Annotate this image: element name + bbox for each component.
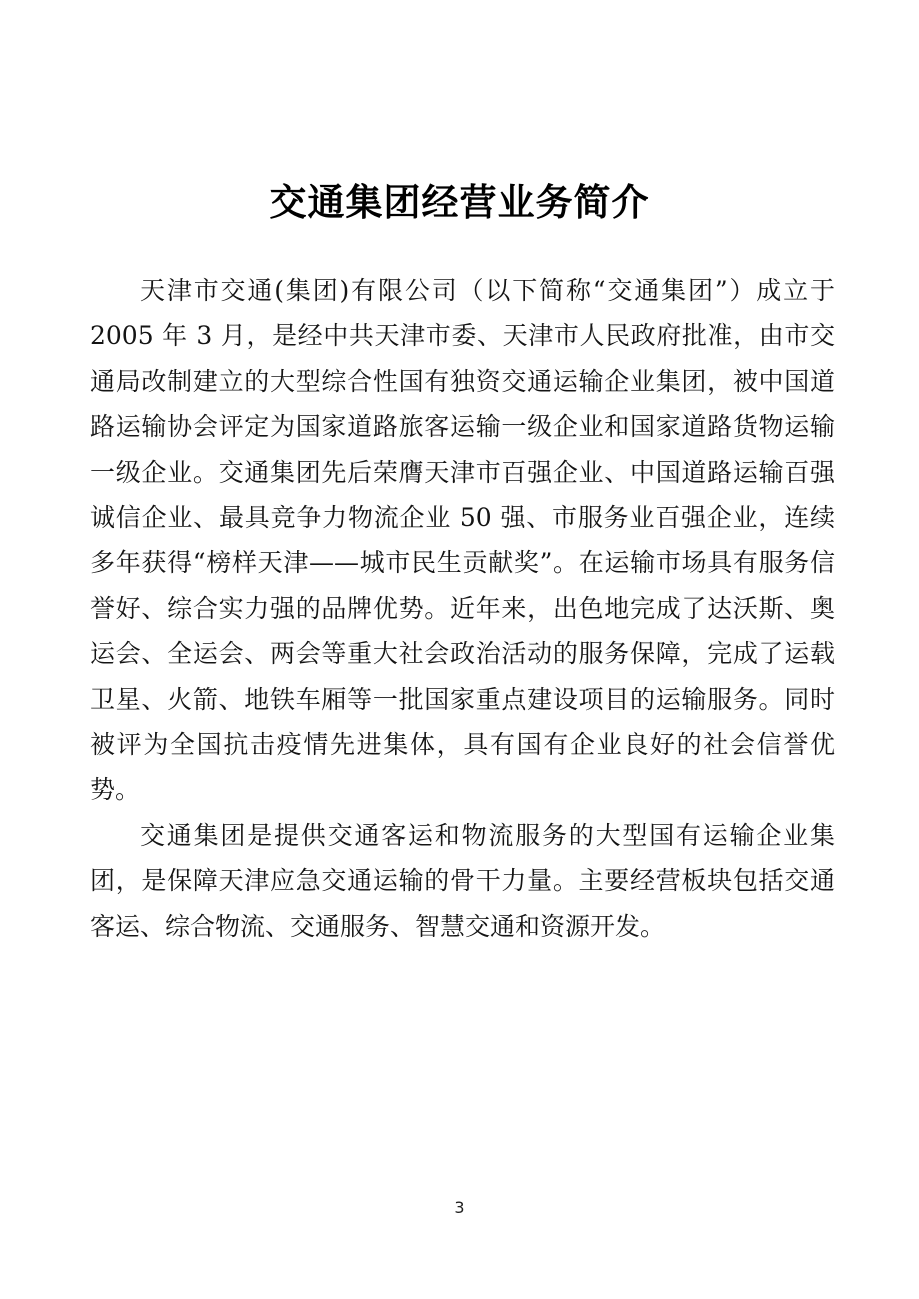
body-paragraph-2: 交通集团是提供交通客运和物流服务的大型国有运输企业集团，是保障天津应急交通运输的骨干力量。主要经营板块包括交通客运、综合物流、交通服务、智慧交通和资源开发。 <box>90 820 835 941</box>
page-number: 3 <box>454 1198 465 1217</box>
page-title: 交通集团经营业务简介 <box>269 180 650 224</box>
body-paragraph-1: 天津市交通(集团)有限公司（以下简称“交通集团”）成立于 2005 年 3 月，是经中共天津市委、天津市人民政府批准，由市交通局改制建立的大型综合性国有独资交通运输企业集团，被中国道路运输协会评定为国家道路旅客运输一级企业和国家道路货物运输一级企业。交通集团先后荣膺天津市百强企业、中国道路运输百强诚信企业、最具竞争力物流企业 50 强、市服务业百强企业，连续多年获得“榜样天津——城市民生贡献奖”。在运输市场具有服务信誉好、综合实力强的品牌优势。近年来，出色地完成了达沃斯、奥运会、全运会、两会等重大社会政治活动的服务保障，完成了运载卫星、火箭、地铁车厢等一批国家重点建设项目的运输服务。同时被评为全国抗击疫情先进集体，具有国有企业良好的社会信誉优势。 <box>90 276 835 805</box>
document-body <box>90 268 835 949</box>
